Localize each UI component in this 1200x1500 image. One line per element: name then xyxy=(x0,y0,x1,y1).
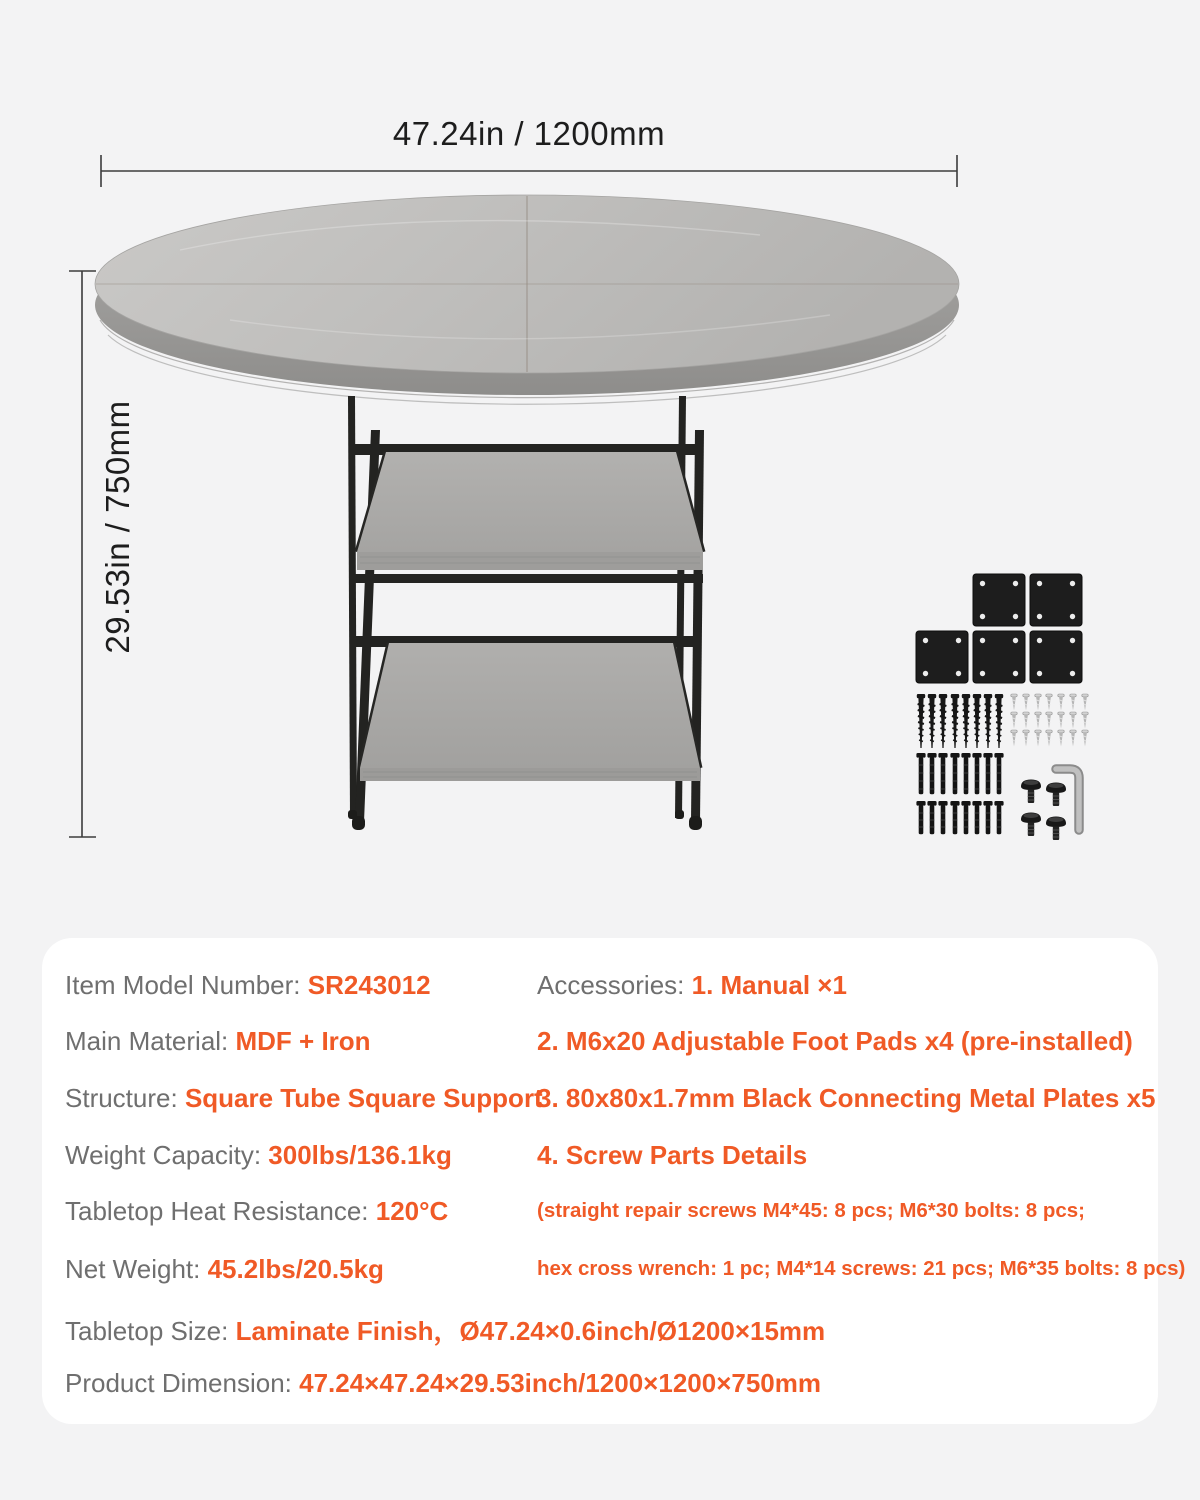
spec-value: 47.24×47.24×29.53inch/1200×1200×750mm xyxy=(299,1368,822,1398)
spec-accessory-plates xyxy=(537,1083,1156,1114)
spec-heat-resistance xyxy=(65,1196,448,1227)
frame-crossbar xyxy=(349,574,703,583)
spec-net-weight xyxy=(65,1254,384,1285)
spec-label: Tabletop Size: xyxy=(65,1316,236,1346)
spec-label: Accessories: xyxy=(537,970,692,1000)
spec-label: Item Model Number: xyxy=(65,970,308,1000)
spec-value: 1. Manual ×1 xyxy=(691,970,847,1000)
spec-value: MDF + Iron xyxy=(235,1026,371,1056)
spec-main-material xyxy=(65,1026,371,1057)
spec-accessory-screw-parts xyxy=(537,1140,807,1171)
hardware-kit xyxy=(916,574,1088,840)
height-dimension xyxy=(69,271,96,837)
spec-accessory-foot-pads xyxy=(537,1026,1133,1057)
spec-label: Tabletop Heat Resistance: xyxy=(65,1196,376,1226)
height-dimension-label: 29.53in / 750mm xyxy=(99,400,136,654)
spec-screw-details-line2 xyxy=(537,1257,1185,1281)
spec-value: SR243012 xyxy=(307,970,431,1000)
metal-plate-icons xyxy=(916,574,1082,683)
spec-label: Structure: xyxy=(65,1083,185,1113)
foot-pad-icons xyxy=(1021,780,1066,841)
spec-weight-capacity xyxy=(65,1140,452,1171)
silver-screw-icons xyxy=(1011,694,1088,747)
spec-structure xyxy=(65,1083,543,1114)
spec-value: Square Tube Square Support xyxy=(184,1083,543,1113)
spec-label: Product Dimension: xyxy=(65,1368,300,1398)
middle-shelf xyxy=(352,444,703,570)
spec-panel xyxy=(42,938,1186,1424)
spec-label: Weight Capacity: xyxy=(65,1140,269,1170)
spec-value: 4. Screw Parts Details xyxy=(537,1140,808,1170)
width-dimension-label: 47.24in / 1200mm xyxy=(392,115,666,152)
spec-value: 3. 80x80x1.7mm Black Connecting Metal Plates x5 xyxy=(537,1083,1156,1113)
spec-value: hex cross wrench: 1 pc; M4*14 screws: 21 pcs; M6*35 bolts: 8 pcs) xyxy=(537,1257,1186,1280)
short-bolt-icons xyxy=(916,801,1003,834)
spec-accessories xyxy=(537,970,847,1001)
bottom-shelf xyxy=(352,636,700,781)
spec-value: (straight repair screws M4*45: 8 pcs; M6*30 bolts: 8 pcs; xyxy=(537,1199,1086,1222)
spec-value: 120°C xyxy=(375,1196,449,1226)
dining-table xyxy=(95,195,959,830)
spec-item-model xyxy=(65,970,431,1001)
spec-value: Laminate Finish，Ø47.24×0.6inch/Ø1200×15mm xyxy=(235,1316,826,1346)
spec-value: 45.2lbs/20.5kg xyxy=(207,1254,384,1284)
spec-tabletop-size xyxy=(65,1311,825,1348)
spec-screw-details-line1 xyxy=(537,1199,1085,1223)
spec-value: 2. M6x20 Adjustable Foot Pads x4 (pre-installed) xyxy=(537,1026,1133,1056)
wood-screw-icons xyxy=(917,694,1003,748)
spec-product-dimension xyxy=(65,1368,821,1399)
width-dimension xyxy=(101,155,957,187)
spec-value: 300lbs/136.1kg xyxy=(268,1140,452,1170)
spec-label: Net Weight: xyxy=(65,1254,208,1284)
spec-label: Main Material: xyxy=(65,1026,236,1056)
long-bolt-icons xyxy=(916,753,1003,794)
